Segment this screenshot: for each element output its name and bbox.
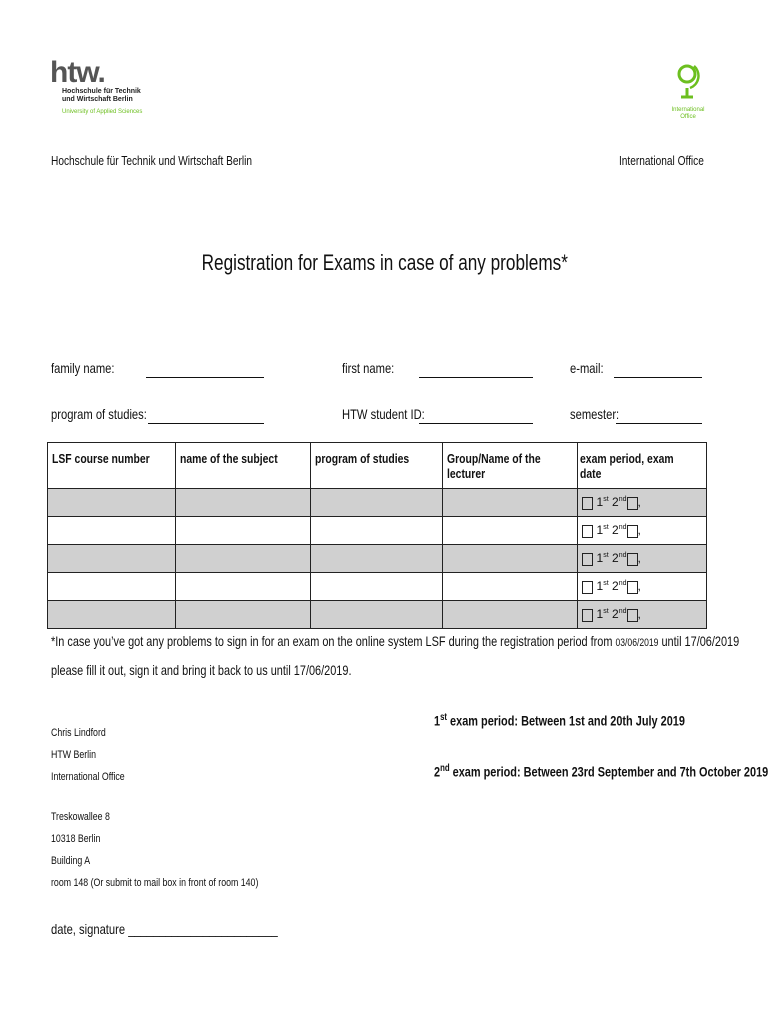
contact-org: HTW Berlin	[51, 749, 96, 761]
second-period-checkbox[interactable]	[627, 609, 638, 622]
cell-lsf[interactable]	[48, 517, 176, 545]
cell-subject[interactable]	[175, 545, 310, 573]
second-exam-period: 2nd exam period: Between 23rd September and 7th October 2019	[434, 763, 769, 780]
cell-subject[interactable]	[175, 601, 310, 629]
date-signature-line[interactable]: date, signature ________________________	[51, 921, 278, 937]
first-period-checkbox[interactable]	[582, 581, 593, 594]
header-right: International Office	[619, 153, 704, 168]
family-name-label: family name:	[51, 360, 115, 376]
cell-exam-period: 1st 2nd ,	[578, 601, 707, 629]
cell-subject[interactable]	[175, 573, 310, 601]
semester-label: semester:	[570, 406, 620, 422]
cell-exam-period: 1st 2nd ,	[578, 573, 707, 601]
address-block	[51, 806, 258, 894]
htw-logo-line3: University of Applied Sciences	[62, 109, 143, 115]
cell-lsf[interactable]	[48, 489, 176, 517]
exam-table	[47, 442, 707, 629]
table-row	[48, 545, 707, 573]
program-field[interactable]	[148, 423, 264, 424]
table-row	[48, 489, 707, 517]
htw-logo	[50, 58, 142, 116]
contact-office: International Office	[51, 771, 125, 783]
cell-subject[interactable]	[175, 489, 310, 517]
student-id-field[interactable]	[419, 423, 533, 424]
first-period-checkbox[interactable]	[582, 497, 593, 510]
email-field[interactable]	[614, 377, 702, 378]
cell-subject[interactable]	[175, 517, 310, 545]
io-logo-line1: International	[671, 107, 705, 113]
second-period-checkbox[interactable]	[627, 497, 638, 510]
first-period-checkbox[interactable]	[582, 525, 593, 538]
second-period-checkbox[interactable]	[627, 525, 638, 538]
cell-program[interactable]	[310, 545, 443, 573]
page-title: Registration for Exams in case of any problems*	[201, 250, 569, 275]
first-period-checkbox[interactable]	[582, 553, 593, 566]
cell-lecturer[interactable]	[443, 545, 578, 573]
table-row	[48, 601, 707, 629]
cell-exam-period: 1st 2nd ,	[578, 489, 707, 517]
globe-icon	[676, 62, 700, 102]
student-id-label: HTW student ID:	[342, 406, 425, 422]
htw-logo-mark: htw.	[50, 56, 105, 89]
header-left: Hochschule für Technik und Wirtschaft Berlin	[51, 153, 253, 168]
col-lecturer: Group/Name of the lecturer	[443, 443, 578, 489]
col-lsf-course-number: LSF course number	[48, 443, 176, 489]
io-logo-line2: Office	[680, 114, 696, 120]
table-row	[48, 517, 707, 545]
col-subject-name: name of the subject	[175, 443, 310, 489]
cell-exam-period: 1st 2nd ,	[578, 517, 707, 545]
cell-lecturer[interactable]	[443, 601, 578, 629]
cell-program[interactable]	[310, 573, 443, 601]
first-period-checkbox[interactable]	[582, 609, 593, 622]
cell-lecturer[interactable]	[443, 517, 578, 545]
cell-lsf[interactable]	[48, 601, 176, 629]
email-label: e-mail:	[570, 360, 604, 376]
col-program: program of studies	[310, 443, 443, 489]
cell-lsf[interactable]	[48, 573, 176, 601]
address-city: 10318 Berlin	[51, 833, 101, 845]
cell-exam-period: 1st 2nd ,	[578, 545, 707, 573]
table-row	[48, 573, 707, 601]
footnote-line2: please fill it out, sign it and bring it back to us until 17/06/2019.	[51, 662, 352, 678]
first-exam-period: 1st exam period: Between 1st and 20th July 2019	[434, 712, 685, 729]
footnote-line1: *In case you’ve got any problems to sign in for an exam on the online system LSF during the registration period from 03/06/2019 until 17/06/2019	[51, 633, 740, 649]
contact-name: Chris Lindford	[51, 727, 106, 739]
cell-program[interactable]	[310, 601, 443, 629]
address-street: Treskowallee 8	[51, 811, 110, 823]
semester-field[interactable]	[616, 423, 702, 424]
address-room: room 148 (Or submit to mail box in front of room 140)	[51, 877, 259, 889]
contact-block	[51, 722, 125, 788]
cell-lecturer[interactable]	[443, 489, 578, 517]
international-office-logo	[668, 62, 708, 121]
program-label: program of studies:	[51, 406, 147, 422]
second-period-checkbox[interactable]	[627, 553, 638, 566]
col-exam-period: exam period, exam date	[578, 443, 707, 489]
cell-program[interactable]	[310, 517, 443, 545]
footnote	[51, 628, 739, 684]
family-name-field[interactable]	[146, 377, 264, 378]
cell-lsf[interactable]	[48, 545, 176, 573]
first-name-label: first name:	[342, 360, 395, 376]
address-building: Building A	[51, 855, 91, 867]
cell-program[interactable]	[310, 489, 443, 517]
second-period-checkbox[interactable]	[627, 581, 638, 594]
htw-logo-line1: Hochschule für Technik	[62, 88, 141, 95]
cell-lecturer[interactable]	[443, 573, 578, 601]
table-header-row	[48, 443, 707, 489]
htw-logo-line2: und Wirtschaft Berlin	[62, 96, 133, 103]
first-name-field[interactable]	[419, 377, 533, 378]
